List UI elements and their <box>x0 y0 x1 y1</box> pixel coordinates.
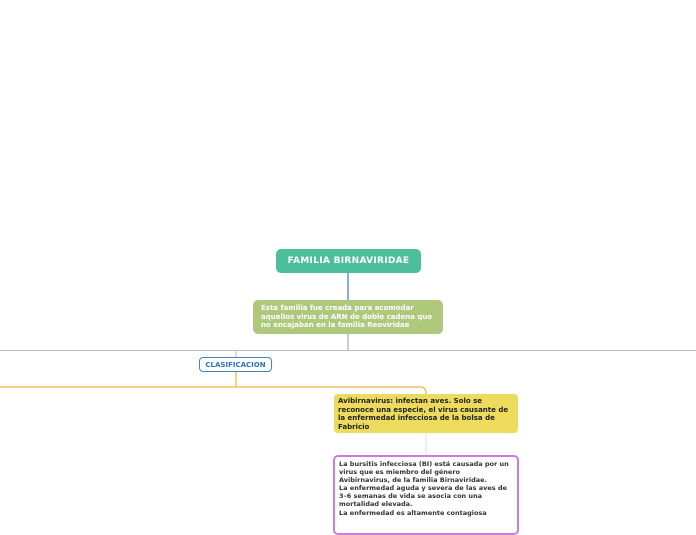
bursitis-topic[interactable]: La bursitis infecciosa (BI) está causada por un virus que es miembro del género Avibirnavirus, de la familia Birnaviridae. La enfermedad aguda y severa de las aves de 3–6 semanas de vida se asocia con una mortalidad elevada. La enfermedad es altamente contagiosa <box>333 455 519 535</box>
root-topic-familia-birnaviridae[interactable]: FAMILIA BIRNAVIRIDAE <box>276 249 421 273</box>
avibirnavirus-topic[interactable]: Avibirnavirus: infectan aves. Solo se reconoce una especie, el virus causante de la enfermedad infecciosa de la bolsa de Fabricio <box>334 394 518 433</box>
classification-topic[interactable]: CLASIFICACION <box>199 357 272 372</box>
description-topic[interactable]: Esta familia fue creada para acomodar aquellos virus de ARN de doble cadena que no encajaban en la familia Reoviridae <box>253 300 443 334</box>
connector-orange-right <box>420 387 426 394</box>
